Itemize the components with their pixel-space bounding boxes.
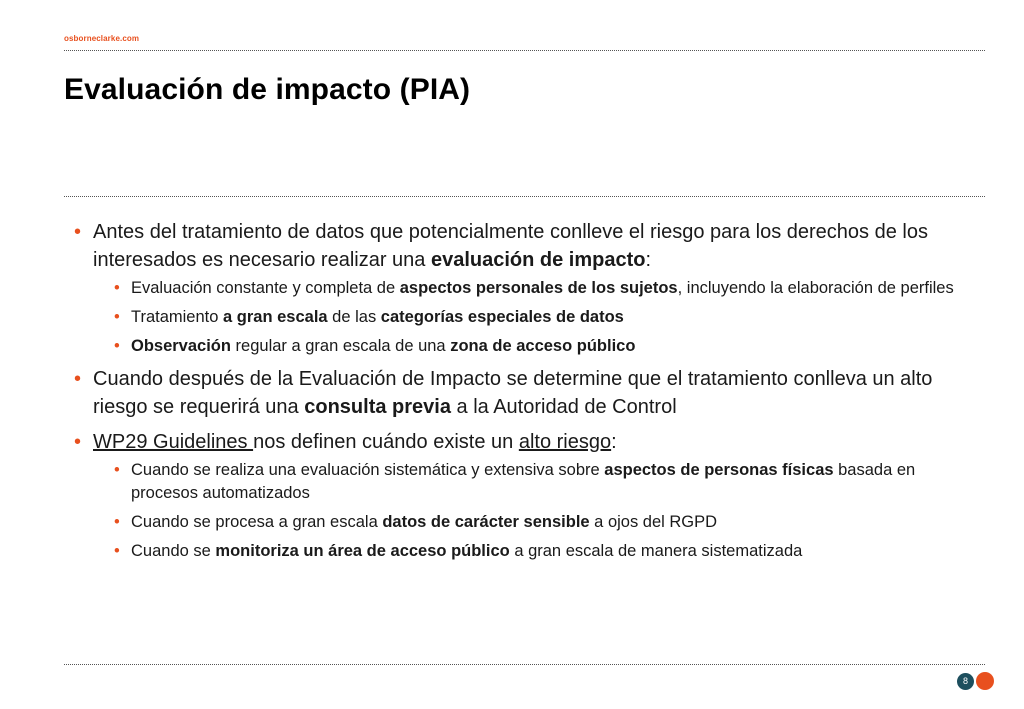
slide-content (64, 218, 964, 570)
emphasis: consulta previa (304, 396, 451, 418)
page-title: Evaluación de impacto (PIA) (64, 73, 471, 106)
sub-bullet-item: • Cuando se monitoriza un área de acceso público a gran escala de manera sistematizada (93, 540, 964, 563)
bullet-list (64, 218, 964, 563)
sub-bullet-item: • Evaluación constante y completa de aspectos personales de los sujetos, incluyendo la elaboración de perfiles (93, 277, 964, 300)
bottom-divider (64, 664, 985, 665)
sub-bullet-item: • Cuando se procesa a gran escala datos de carácter sensible a ojos del RGPD (93, 511, 964, 534)
alto-riesgo-link[interactable]: alto riesgo (518, 431, 612, 453)
sub-bullet-item: • Tratamiento a gran escala de las categorías especiales de datos (93, 306, 964, 329)
top-divider (64, 50, 985, 51)
emphasis: evaluación de impacto (430, 249, 646, 271)
sub-bullet-list (93, 459, 964, 563)
sub-bullet-list (93, 277, 964, 358)
title-divider (64, 196, 985, 197)
brand-url: osborneclarke.com (64, 34, 140, 43)
sub-bullet-item: • Cuando se realiza una evaluación sistemática y extensiva sobre aspectos de personas físicas basada en procesos automatizados (93, 459, 964, 505)
bullet-item: • Cuando después de la Evaluación de Impacto se determine que el tratamiento conlleva un alto riesgo se requerirá una consulta previa a la Autoridad de Control (64, 365, 964, 421)
sub-bullet-item: • Observación regular a gran escala de una zona de acceso público (93, 335, 964, 358)
brand-mark-icon (976, 672, 994, 690)
bullet-item: • Antes del tratamiento de datos que potencialmente conlleve el riesgo para los derechos de los interesados es necesario realizar una evaluación de impacto: • Evaluación constante y completa de aspectos personales de los sujetos, incluyendo la elaboración de perfiles • Tratamiento a gran escala de las categorías especiales de datos • Observación regular a gran escala de una zona de acceso público (64, 218, 964, 358)
wp29-guidelines-link[interactable]: WP29 Guidelines (93, 431, 254, 453)
bullet-item: • WP29 Guidelines nos definen cuándo existe un alto riesgo: • Cuando se realiza una evaluación sistemática y extensiva sobre aspectos de personas físicas basada en procesos automatizados • Cuando se procesa a gran escala datos de carácter sensible a ojos del RGPD • Cuando se monitoriza un área de acceso público a gran escala de manera sistematizada (64, 428, 964, 563)
page-number-badge: 8 (957, 673, 974, 690)
